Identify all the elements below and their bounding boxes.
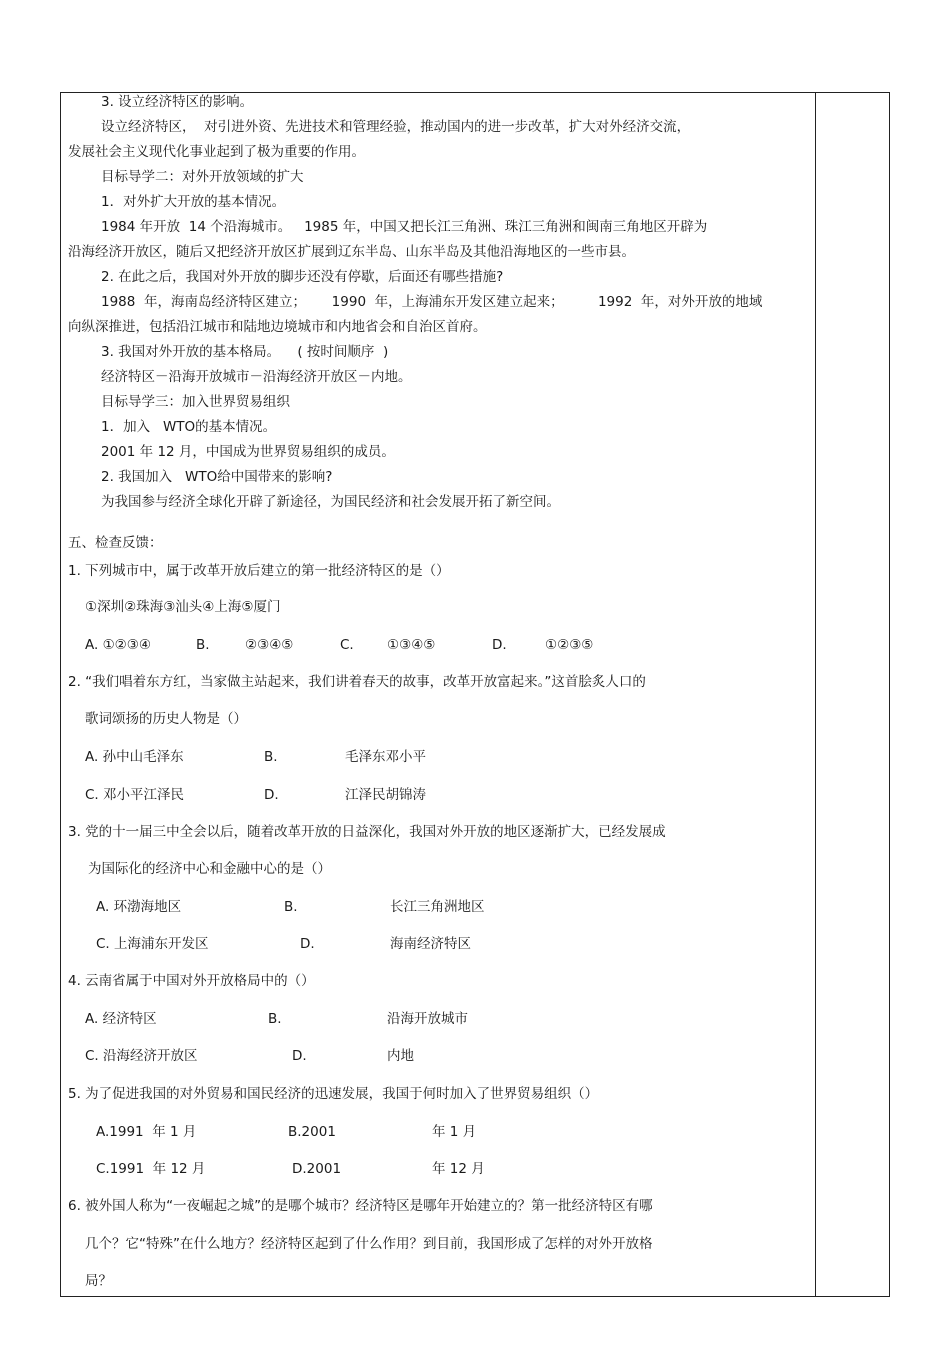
option-d-label: D.2001 — [292, 1161, 342, 1177]
option-d-value: 江泽民胡锦涛 — [345, 787, 426, 803]
option-b-label: B. — [284, 899, 298, 915]
text-line: 发展社会主义现代化事业起到了极为重要的作用。 — [68, 144, 365, 160]
text-line: 设立经济特区， 对引进外资、先进技术和管理经验，推动国内的进一步改革，扩大对外经济交流， — [101, 119, 691, 135]
option-d-value: 海南经济特区 — [390, 936, 471, 952]
text-line: 3. 我国对外开放的基本格局。 ( 按时间顺序 ) — [101, 344, 389, 360]
subheading: 目标导学三：加入世界贸易组织 — [101, 394, 290, 410]
option-b-value: 毛泽东邓小平 — [345, 749, 426, 765]
text-line: 3. 设立经济特区的影响。 — [101, 94, 254, 110]
question-stem: 5. 为了促进我国的对外贸易和国民经济的迅速发展，我国于何时加入了世界贸易组织（） — [68, 1086, 599, 1102]
option-b-value: ②③④⑤ — [245, 637, 294, 653]
text-line: 向纵深推进，包括沿江城市和陆地边境城市和内地省会和自治区首府。 — [68, 319, 487, 335]
option-b-label: B. — [268, 1011, 282, 1027]
section-heading: 五、检查反馈： — [68, 535, 163, 551]
option-c-label: C. — [340, 637, 354, 653]
question-stem-continued: 局？ — [85, 1273, 112, 1289]
subheading: 目标导学二：对外开放领域的扩大 — [101, 169, 304, 185]
option-d-label: D. — [292, 1048, 307, 1064]
option-d-label: D. — [264, 787, 279, 803]
text-line: 2. 在此之后，我国对外开放的脚步还没有停歇，后面还有哪些措施? — [101, 269, 504, 285]
option-b-label: B. — [264, 749, 278, 765]
option-d-label: D. — [492, 637, 507, 653]
text-line: 1．加入 WTO的基本情况。 — [101, 419, 277, 435]
option-c: C. 沿海经济开放区 — [85, 1048, 198, 1064]
option-b-value: 年 1 月 — [432, 1124, 477, 1140]
question-stem: 3. 党的十一届三中全会以后，随着改革开放的日益深化，我国对外开放的地区逐渐扩大，已经发展成 — [68, 824, 666, 840]
question-stem-continued: 几个？它“特殊”在什么地方？经济特区起到了什么作用？到目前，我国形成了怎样的对外开放格 — [85, 1236, 653, 1252]
option-d-value: 内地 — [387, 1048, 414, 1064]
question-items: ①深圳②珠海③汕头④上海⑤厦门 — [85, 599, 281, 615]
question-stem-continued: 为国际化的经济中心和金融中心的是（） — [88, 861, 331, 877]
question-stem: 1. 下列城市中，属于改革开放后建立的第一批经济特区的是（） — [68, 563, 450, 579]
option-a: A. 经济特区 — [85, 1011, 157, 1027]
option-b-label: B. — [196, 637, 210, 653]
option-a: A.1991 年 1 月 — [96, 1124, 197, 1140]
text-line: 沿海经济开放区，随后又把经济开放区扩展到辽东半岛、山东半岛及其他沿海地区的一些市县。 — [68, 244, 635, 260]
question-stem: 2. “我们唱着东方红，当家做主站起来，我们讲着春天的故事，改革开放富起来。”这首脍炙人口的 — [68, 674, 646, 690]
option-c: C.1991 年 12 月 — [96, 1161, 206, 1177]
text-line: 经济特区－沿海开放城市－沿海经济开放区－内地。 — [101, 369, 412, 385]
text-line: 1988 年，海南岛经济特区建立； 1990 年，上海浦东开发区建立起来； 1992 年，对外开放的地域 — [101, 294, 763, 310]
text-line: 为我国参与经济全球化开辟了新途径，为国民经济和社会发展开拓了新空间。 — [101, 494, 560, 510]
option-b-value: 长江三角洲地区 — [390, 899, 485, 915]
option-d-value: ①②③⑤ — [545, 637, 594, 653]
question-stem-continued: 歌词颂扬的历史人物是（） — [85, 711, 247, 727]
option-c: C. 上海浦东开发区 — [96, 936, 209, 952]
option-c-value: ①③④⑤ — [387, 637, 436, 653]
option-a: A. 环渤海地区 — [96, 899, 182, 915]
option-b-label: B.2001 — [288, 1124, 336, 1140]
option-c: C. 邓小平江泽民 — [85, 787, 185, 803]
option-d-value: 年 12 月 — [432, 1161, 485, 1177]
option-b-value: 沿海开放城市 — [387, 1011, 468, 1027]
text-line: 1984 年开放 14 个沿海城市。 1985 年，中国又把长江三角洲、珠江三角洲和闽南三角地区开辟为 — [101, 219, 708, 235]
option-a: A. 孙中山毛泽东 — [85, 749, 184, 765]
question-stem: 4. 云南省属于中国对外开放格局中的（） — [68, 973, 315, 989]
option-d-label: D. — [300, 936, 315, 952]
option-a: A. ①②③④ — [85, 637, 151, 653]
text-line: 2. 我国加入 WTO给中国带来的影响? — [101, 469, 333, 485]
question-stem: 6. 被外国人称为“一夜崛起之城”的是哪个城市？经济特区是哪年开始建立的？第一批经济特区有哪 — [68, 1198, 653, 1214]
text-line: 2001 年 12 月，中国成为世界贸易组织的成员。 — [101, 444, 395, 460]
text-line: 1．对外扩大开放的基本情况。 — [101, 194, 286, 210]
table-column-divider — [815, 92, 816, 1297]
